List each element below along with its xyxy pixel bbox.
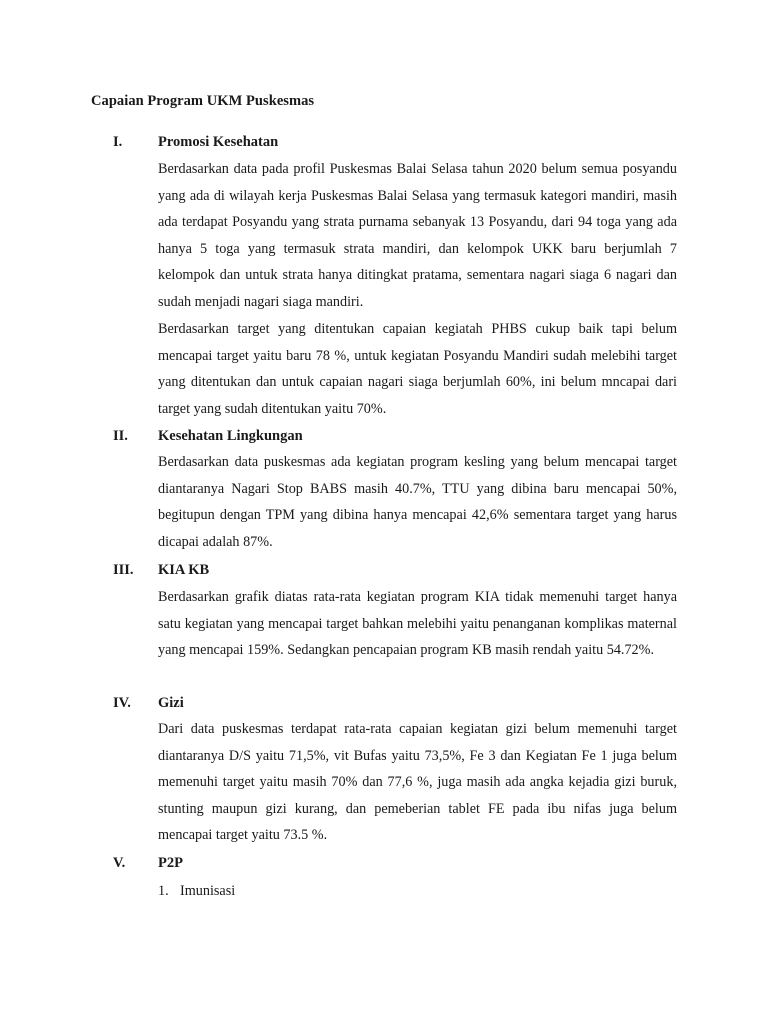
section-number: IV. xyxy=(113,695,131,711)
section-number: II. xyxy=(113,428,128,444)
section-number: V. xyxy=(113,855,126,871)
section-number: I. xyxy=(113,134,123,150)
section-heading: Promosi Kesehatan xyxy=(158,134,279,150)
section-paragraph: Berdasarkan grafik diatas rata-rata kegiatan program KIA tidak memenuhi target hanya satu kegiatan yang mencapai target bahkan melebihi yaitu penanganan komplikas maternal yang mencapai 159%. Sedangkan pencapaian program KB masih rendah yaitu 54.72%. xyxy=(158,589,677,659)
section-paragraph: Dari data puskesmas terdapat rata-rata capaian kegiatan gizi belum memenuhi target diantaranya D/S yaitu 71,5%, vit Bufas yaitu 73,5%, Fe 3 dan Kegiatan Fe 1 juga belum memenuhi target yaitu masih 70% dan 77,6 %, juga masih ada angka kejadia gizi buruk, stunting maupun gizi kurang, dan pemeberian tablet FE pada ibu nifas juga belum mencapai target yaitu 73.5 %. xyxy=(158,721,677,844)
section-heading: KIA KB xyxy=(158,562,210,578)
list-item-number: 1. xyxy=(158,883,169,899)
section-heading: Gizi xyxy=(158,695,184,711)
section-number: III. xyxy=(113,562,134,578)
document-title: Capaian Program UKM Puskesmas xyxy=(91,93,315,109)
list-item-label: Imunisasi xyxy=(180,883,236,899)
section-heading: P2P xyxy=(158,855,183,871)
section-heading: Kesehatan Lingkungan xyxy=(158,428,303,444)
section-paragraph: Berdasarkan data puskesmas ada kegiatan program kesling yang belum mencapai target diantaranya Nagari Stop BABS masih 40.7%, TTU yang dibina baru mencapai 50%, begitupun dengan TPM yang dibina hanya mencapai 42,6% sementara target yang harus dicapai adalah 87%. xyxy=(158,454,677,550)
section-paragraph: Berdasarkan target yang ditentukan capaian kegiatah PHBS cukup baik tapi belum mencapai target yaitu baru 78 %, untuk kegiatan Posyandu Mandiri sudah melebihi target yang ditentukan dan untuk capaian nagari siaga berjumlah 60%, ini belum mncapai dari target yang sudah ditentukan yaitu 70%. xyxy=(158,321,677,417)
section-paragraph: Berdasarkan data pada profil Puskesmas Balai Selasa tahun 2020 belum semua posyandu yang ada di wilayah kerja Puskesmas Balai Selasa yang termasuk kategori mandiri, masih ada terdapat Posyandu yang strata purnama sebanyak 13 Posyandu, dari 94 toga yang ada hanya 5 toga yang termasuk strata mandiri, dan kelompok UKK baru berjumlah 7 kelompok dan untuk strata hanya ditingkat pratama, sementara nagari siaga 6 nagari dan sudah menjadi nagari siaga mandiri. xyxy=(158,161,677,310)
list-item xyxy=(158,883,235,900)
